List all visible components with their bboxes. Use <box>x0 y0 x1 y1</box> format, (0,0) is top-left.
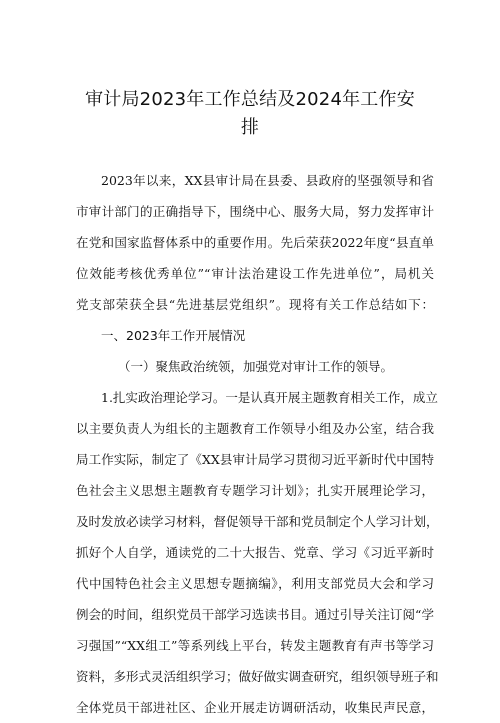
item-1-line-2: 以主要负责人为组长的主题教育工作领导小组及办公室，结合我 <box>76 421 434 436</box>
intro-line-4: 位效能考核优秀单位”“审计法治建设工作先进单位”，局机关 <box>76 266 434 281</box>
item-1-line-11: 全体党员干部进社区、企业开展走访调研活动，收集民声民意， <box>76 700 434 715</box>
section-1-heading: 一、2023年工作开展情况 <box>101 328 246 343</box>
item-1-line-1: 1.扎实政治理论学习。一是认真开展主题教育相关工作，成立 <box>101 390 438 405</box>
item-1-line-7: 代中国特色社会主义思想专题摘编》，利用支部党员大会和学习 <box>76 576 434 591</box>
intro-line-1: 2023年以来，XX县审计局在县委、县政府的坚强领导和省 <box>101 173 434 188</box>
intro-line-3: 在党和国家监督体系中的重要作用。先后荣获2022年度“县直单 <box>76 235 434 250</box>
title-line-2: 排 <box>240 117 260 138</box>
subsection-1-heading: （一）聚焦政治统领，加强党对审计工作的领导。 <box>118 359 394 374</box>
document-title <box>80 86 420 142</box>
title-line-1: 审计局2023年工作总结及2024年工作安 <box>85 89 415 110</box>
item-1-line-6: 抓好个人自学，通读党的二十大报告、党章、学习《习近平新时 <box>76 545 434 560</box>
intro-line-5: 党支部荣获全县“先进基层党组织”。现将有关工作总结如下： <box>76 297 434 312</box>
intro-line-2: 市审计部门的正确指导下，围绕中心、服务大局，努力发挥审计 <box>76 204 434 219</box>
item-1-line-3: 局工作实际，制定了《XX县审计局学习贯彻习近平新时代中国特 <box>76 452 434 467</box>
item-1-line-5: 及时发放必读学习材料，督促领导干部和党员制定个人学习计划， <box>76 514 439 529</box>
item-1-line-4: 色社会主义思想主题教育专题学习计划》；扎实开展理论学习， <box>76 483 434 498</box>
item-1-line-10: 资料，多形式灵活组织学习；做好做实调查研究，组织领导班子和 <box>76 669 439 684</box>
item-1-line-9: 习强国”“XX组工”等系列线上平台，转发主题教育有声书等学习 <box>76 638 434 653</box>
item-1-line-8: 例会的时间，组织党员干部学习选读书目。通过引导关注订阅“学 <box>76 607 434 622</box>
